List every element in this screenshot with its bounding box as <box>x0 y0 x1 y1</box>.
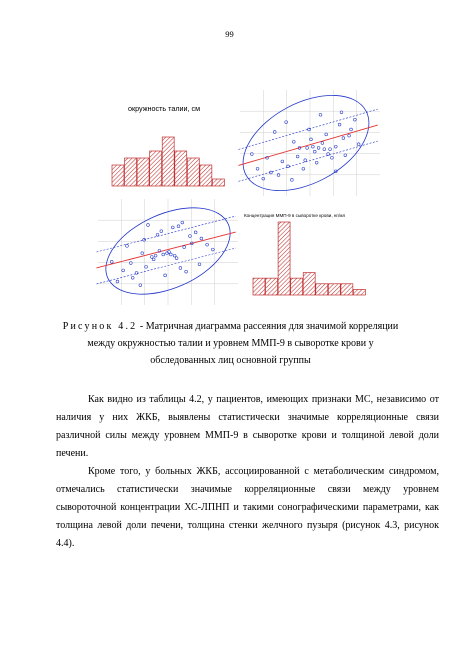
scatter-point <box>304 159 307 162</box>
histogram-bar <box>291 278 303 295</box>
scatter-point <box>122 269 125 272</box>
histogram-bar <box>112 165 124 186</box>
scatter-point <box>181 221 184 224</box>
scatter-point <box>141 252 144 255</box>
scatterplot-matrix <box>98 90 380 305</box>
histogram-bar <box>278 222 290 295</box>
histogram-bar <box>212 179 224 186</box>
confidence-ellipse <box>227 76 385 210</box>
histogram-bar <box>328 284 340 295</box>
scatter-point <box>150 256 153 259</box>
scatter-point <box>348 134 351 137</box>
paragraph-1: Как видно из таблицы 4.2, у пациентов, имеющих признаки МС, независимо от наличия у них ЖКБ, выявлены статистически значимые корреляционные связи различной силы между уровнем ММП-9 в сыворотке крови и толщиной левой доли печени. <box>56 394 439 459</box>
scatter-bottom-left-chart <box>98 199 238 305</box>
figure-caption-line2: между окружностью талии и уровнем ММП-9 в сыворотке крови у <box>87 338 374 349</box>
histogram-bar <box>253 278 265 295</box>
histogram-bar <box>162 137 174 186</box>
scatter-point <box>296 155 299 158</box>
histogram-mmp9-cell <box>240 199 380 305</box>
histogram-bar <box>353 289 365 295</box>
scatter-point <box>334 145 337 148</box>
scatter-point <box>329 148 332 151</box>
scatter-point <box>152 258 155 261</box>
body-text <box>56 391 439 553</box>
scatter-top-right-chart <box>240 90 380 196</box>
scatter-point <box>285 121 288 124</box>
scatter-point <box>173 254 176 257</box>
histogram-bar <box>187 158 199 186</box>
paragraph-2: Кроме того, у больных ЖКБ, ассоциированной с метаболическим синдромом, отмечались статистически значимые корреляционные связи между уровнем сывороточной концентрации ХС-ЛПНП и такими сонографическими параметрами, как толщина левой доли печени, толщина стенки желчного пузыря (рисунок 4.3, рисунок 4.4). <box>56 466 439 549</box>
scatter-point <box>169 253 172 256</box>
scatter-point <box>315 161 318 164</box>
scatter-point <box>116 280 119 283</box>
scatter-point <box>206 243 209 246</box>
scatter-point <box>321 142 324 145</box>
label-waist: окружность талии, см <box>128 104 201 113</box>
scatter-point <box>139 284 142 287</box>
figure-caption <box>40 318 421 369</box>
scatter-point <box>164 274 167 277</box>
scatter-point <box>160 230 163 233</box>
histogram-bar <box>316 284 328 295</box>
scatter-point <box>306 147 309 150</box>
scatter-point <box>145 265 148 268</box>
scatter-point <box>185 270 188 273</box>
scatter-point <box>353 118 356 121</box>
scatter-point <box>319 113 322 116</box>
scatter-point <box>311 145 314 148</box>
histogram-bar <box>266 278 278 295</box>
scatter-point <box>256 167 259 170</box>
scatter-point <box>189 235 192 238</box>
scatter-point <box>162 253 165 256</box>
label-mmp9: Концентрация ММП-9 в сыворотке крови, нг/мл <box>244 213 346 218</box>
scatter-point <box>250 153 253 156</box>
figure-caption-lead: Рисунок 4.2 <box>62 321 138 332</box>
scatter-point <box>198 263 201 266</box>
scatter-point <box>342 137 345 140</box>
scatter-top-right-cell <box>240 90 380 196</box>
scatter-point <box>126 244 129 247</box>
scatter-point <box>183 246 186 249</box>
scatter-point <box>313 150 316 153</box>
scatter-point <box>302 167 305 170</box>
scatter-point <box>331 156 334 159</box>
scatter-point <box>273 131 276 134</box>
scatter-point <box>211 248 214 251</box>
scatter-point <box>357 143 360 146</box>
scatter-point <box>338 123 341 126</box>
histogram-waist-cell <box>98 90 238 196</box>
histogram-bar <box>175 151 187 186</box>
histogram-bar <box>303 273 315 295</box>
histogram-bar <box>200 165 212 186</box>
scatter-point <box>287 165 290 168</box>
figure-caption-line3: обследованных лиц основной группы <box>150 355 311 366</box>
scatter-point <box>344 154 347 157</box>
scatter-point <box>135 271 138 274</box>
scatter-point <box>171 226 174 229</box>
scatter-point <box>281 160 284 163</box>
scatter-point <box>200 237 203 240</box>
histogram-bar <box>137 158 149 186</box>
scatter-point <box>325 133 328 136</box>
scatter-point <box>179 267 182 270</box>
histogram-bar <box>150 151 162 186</box>
scatter-point <box>175 257 178 260</box>
scatter-point <box>156 233 159 236</box>
scatter-point <box>154 254 157 257</box>
scatter-point <box>292 140 295 143</box>
scatter-point <box>147 224 150 227</box>
scatter-point <box>194 231 197 234</box>
scatter-point <box>323 148 326 151</box>
scatter-point <box>327 153 330 156</box>
scatter-point <box>350 128 353 131</box>
histogram-bar <box>125 158 137 186</box>
scatter-point <box>177 225 180 228</box>
scatter-point <box>131 276 134 279</box>
histogram-bar <box>341 284 353 295</box>
page-number: 99 <box>225 29 234 39</box>
scatter-bottom-left-cell <box>98 199 238 305</box>
scatter-point <box>290 178 293 181</box>
scatter-point <box>317 147 320 150</box>
figure-caption-text: - Матричная диаграмма рассеяния для значимой корреляции <box>137 321 399 332</box>
scatter-point <box>129 262 132 265</box>
